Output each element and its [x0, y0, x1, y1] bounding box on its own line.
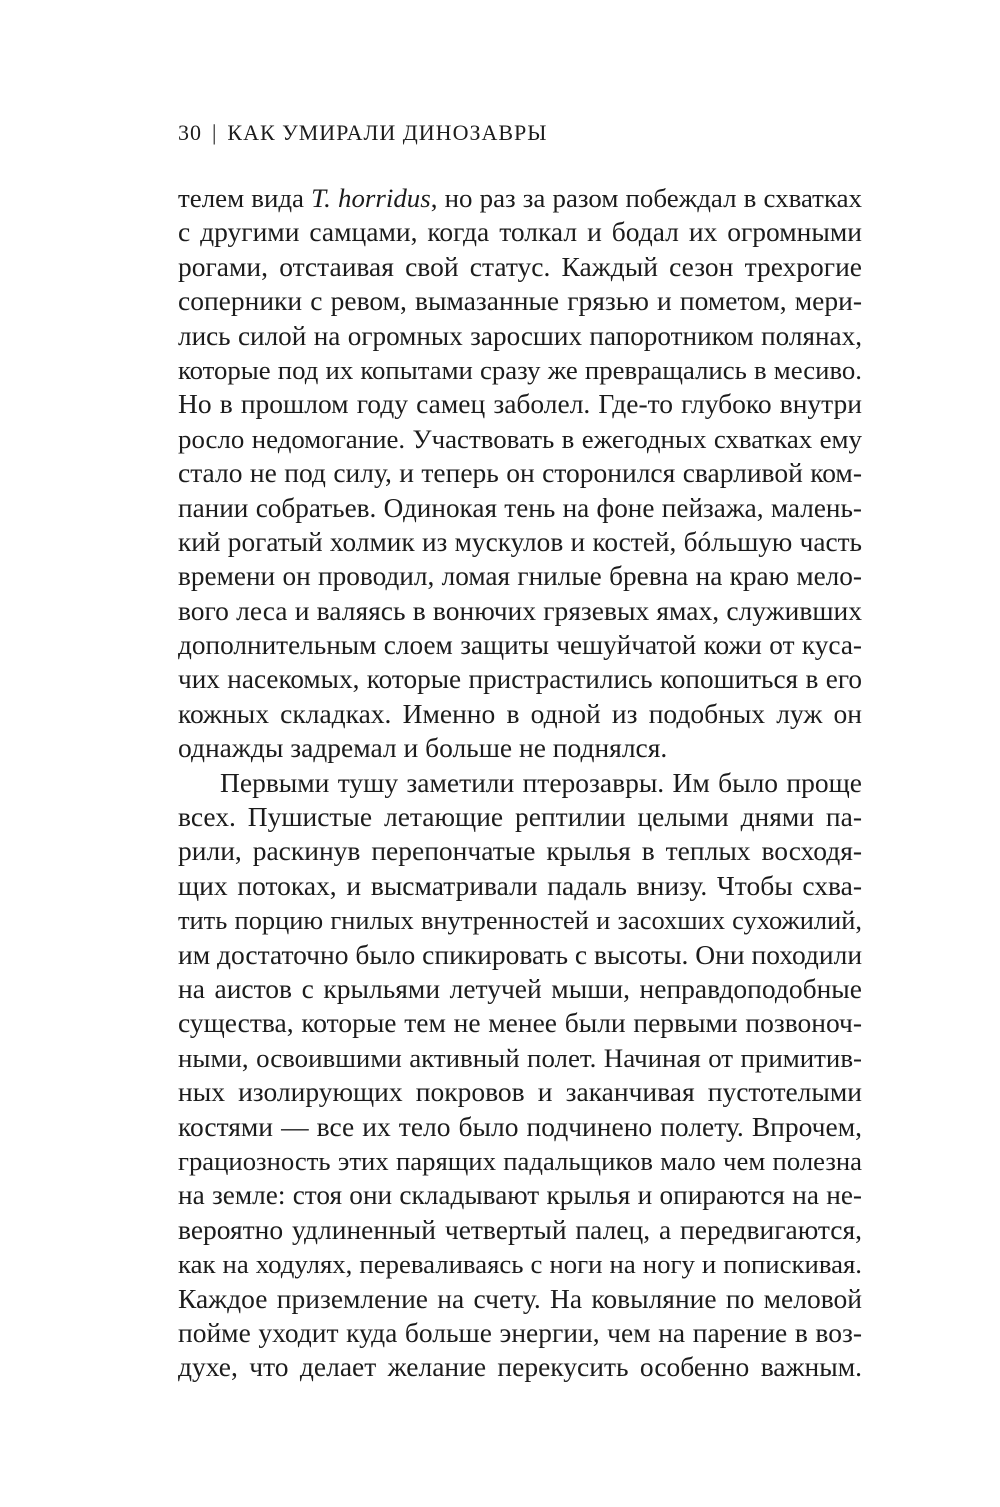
body-text — [178, 181, 862, 1385]
text-line: ными, освоившими активный полет. Начиная от примитив- — [178, 1042, 862, 1073]
text-line: кий рогатый холмик из мускулов и костей, бóльшую часть — [178, 526, 862, 557]
text-line: духе, что делает желание перекусить особенно важным. — [178, 1351, 862, 1383]
text-line: стало не под силу, и теперь он сторонился сварливой ком- — [178, 457, 862, 489]
species-name: T. horridus — [311, 183, 431, 213]
text-line: рогами, отстаивая свой статус. Каждый сезон трехрогие — [178, 250, 862, 282]
text-line: однажды задремал и больше не поднялся. — [178, 732, 668, 764]
running-header — [178, 118, 547, 148]
header-separator: | — [212, 120, 218, 145]
text-line: кожных складках. Именно в одной из подобных луж он — [178, 697, 862, 729]
text-line: им достаточно было спикировать с высоты. Они походили — [178, 938, 863, 970]
running-title: КАК УМИРАЛИ ДИНОЗАВРЫ — [227, 120, 548, 145]
text-line: щих потоках, и высматривали падаль внизу. Чтобы схва- — [178, 869, 862, 901]
text-line: Но в прошлом году самец заболел. Где-то глубоко внутри — [178, 388, 862, 420]
text-line: дополнительным слоем защиты чешуйчатой кожи от куса- — [178, 630, 862, 661]
text-line: Первыми тушу заметили птерозавры. Им было проще — [220, 766, 862, 798]
text-line: которые под их копытами сразу же превращались в месиво. — [178, 354, 862, 385]
text-line: ных изолирующих покровов и заканчивая пустотелыми — [178, 1076, 862, 1108]
text-line: рили, раскинув перепончатые крылья в теплых восходя- — [178, 835, 862, 867]
text-line: телем вида T. horridus, но раз за разом побеждал в схватках — [178, 183, 863, 213]
text-line: всех. Пушистые летающие рептилии целыми днями па- — [178, 801, 862, 833]
text-line: росло недомогание. Участвовать в ежегодных схватках ему — [178, 423, 862, 454]
text-line: грациозность этих парящих падальщиков мало чем полезна — [178, 1145, 862, 1176]
page-number: 30 — [178, 120, 202, 145]
text-line: костями — все их тело было подчинено полету. Впрочем, — [178, 1110, 862, 1142]
text-line: на земле: стоя они складывают крылья и опираются на не- — [178, 1180, 862, 1211]
text-line: на аистов с крыльями летучей мыши, неправдоподобные — [178, 972, 862, 1004]
text-line: пойме уходит куда больше энергии, чем на парение в воз- — [178, 1316, 862, 1348]
text-line: Каждое приземление на счету. На ковыляние по меловой — [178, 1282, 862, 1314]
text-line: пании собратьев. Одинокая тень на фоне пейзажа, малень- — [178, 492, 862, 523]
text-line: чих насекомых, которые пристрастились копошиться в его — [178, 664, 862, 695]
text-line: соперники с ревом, вымазанные грязью и пометом, мери- — [178, 285, 862, 317]
text-line: существа, которые тем не менее были первыми позвоноч- — [178, 1007, 862, 1039]
text-line: лись силой на огромных заросших папоротником полянах, — [178, 320, 862, 351]
text-line: вероятно удлиненный четвертый палец, а передвигаются, — [178, 1213, 862, 1245]
text-line: с другими самцами, когда толкал и бодал их огромными — [178, 216, 862, 248]
text-line: как на ходулях, переваливаясь с ноги на ногу и попискивая. — [178, 1249, 862, 1280]
text-line: времени он проводил, ломая гнилые бревна на краю мело- — [178, 561, 862, 592]
text-line: вого леса и валяясь в вонючих грязевых ямах, служивших — [178, 594, 862, 626]
text-line: тить порцию гнилых внутренностей и засохших сухожилий, — [178, 905, 862, 936]
